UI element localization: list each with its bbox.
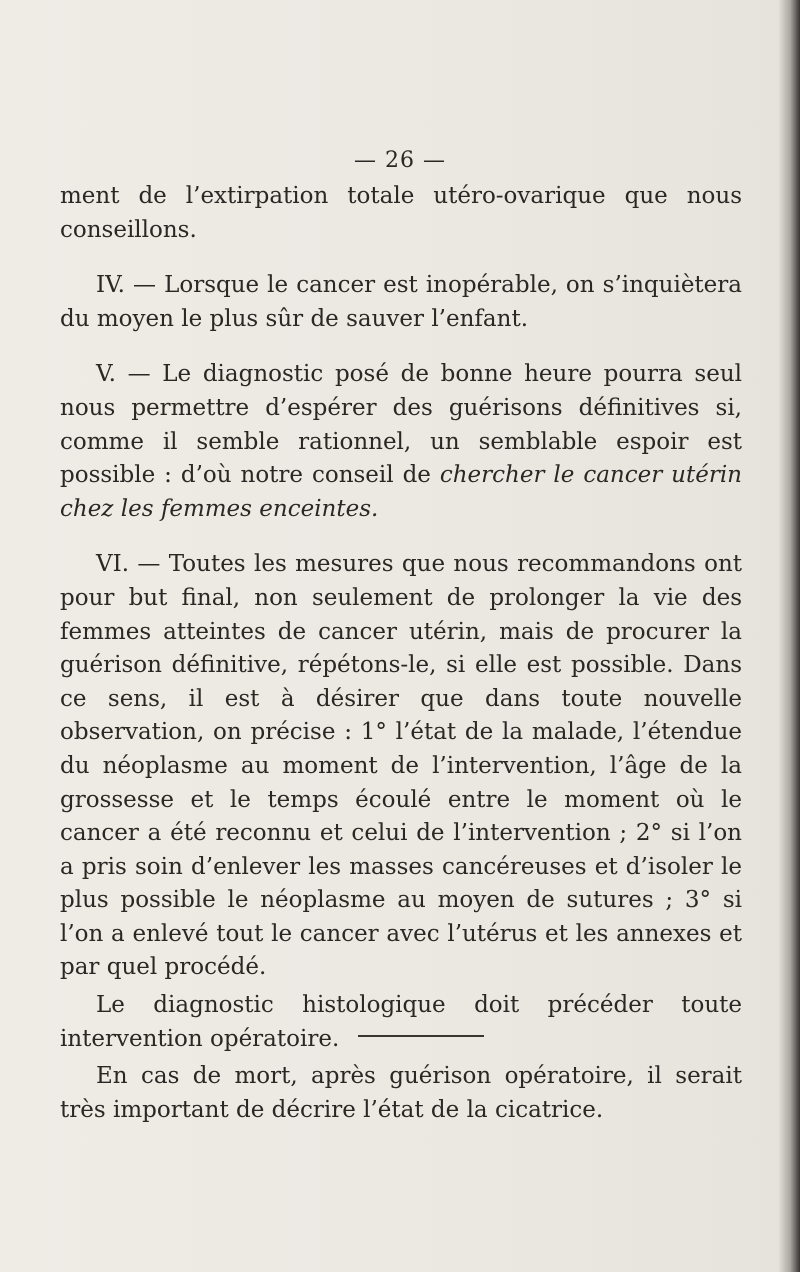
- paragraph-death: En cas de mort, après guérison opératoire, il serait très important de décrire l’état de la cicatrice.: [60, 1063, 742, 1123]
- section-divider: [358, 1035, 484, 1037]
- paragraph-vi: VI. — Toutes les mesures que nous recommandons ont pour but final, non seulement de prolonger la vie des femmes atteintes de cancer utérin, mais de procurer la guérison définitive, répétons-le, si elle est possible. Dans ce sens, il est à désirer que dans toute nouvelle observation, on précise : 1° l’état de la malade, l’étendue du néoplasme au moment de l’intervention, l’âge de la grossesse et le temps écoulé entre le moment où le cancer a été reconnu et celui de l’intervention ; 2° si l’on a pris soin d’enlever les masses cancéreuses et d’isoler le plus possible le néoplasme au moyen de sutures ; 3° si l’on a enlevé tout le cancer avec l’utérus et les annexes et par quel procédé.: [60, 551, 742, 981]
- paragraph-v: [60, 358, 742, 526]
- paragraph-v-text: V. — Le diagnostic posé de bonne heure pourra seul nous permettre d’espérer des guérisons définitives si, comme il semble rationnel, un semblable espoir est possible : d’où notre conseil de: [60, 361, 742, 489]
- paragraph-continuation: ment de l’extirpation totale utéro-ovarique que nous conseillons.: [60, 183, 742, 243]
- paragraph-iv: IV. — Lorsque le cancer est inopérable, on s’inquiètera du moyen le plus sûr de sauver l’enfant.: [60, 272, 742, 332]
- page-edge-shadow: [778, 0, 800, 1272]
- page-number: — 26 —: [354, 148, 446, 173]
- paragraph-histology: Le diagnostic histologique doit précéder toute intervention opératoire.: [60, 992, 742, 1052]
- paragraph-v-italic: chercher le cancer utérin chez les femmes enceintes.: [60, 462, 742, 522]
- body-text: [60, 180, 742, 1149]
